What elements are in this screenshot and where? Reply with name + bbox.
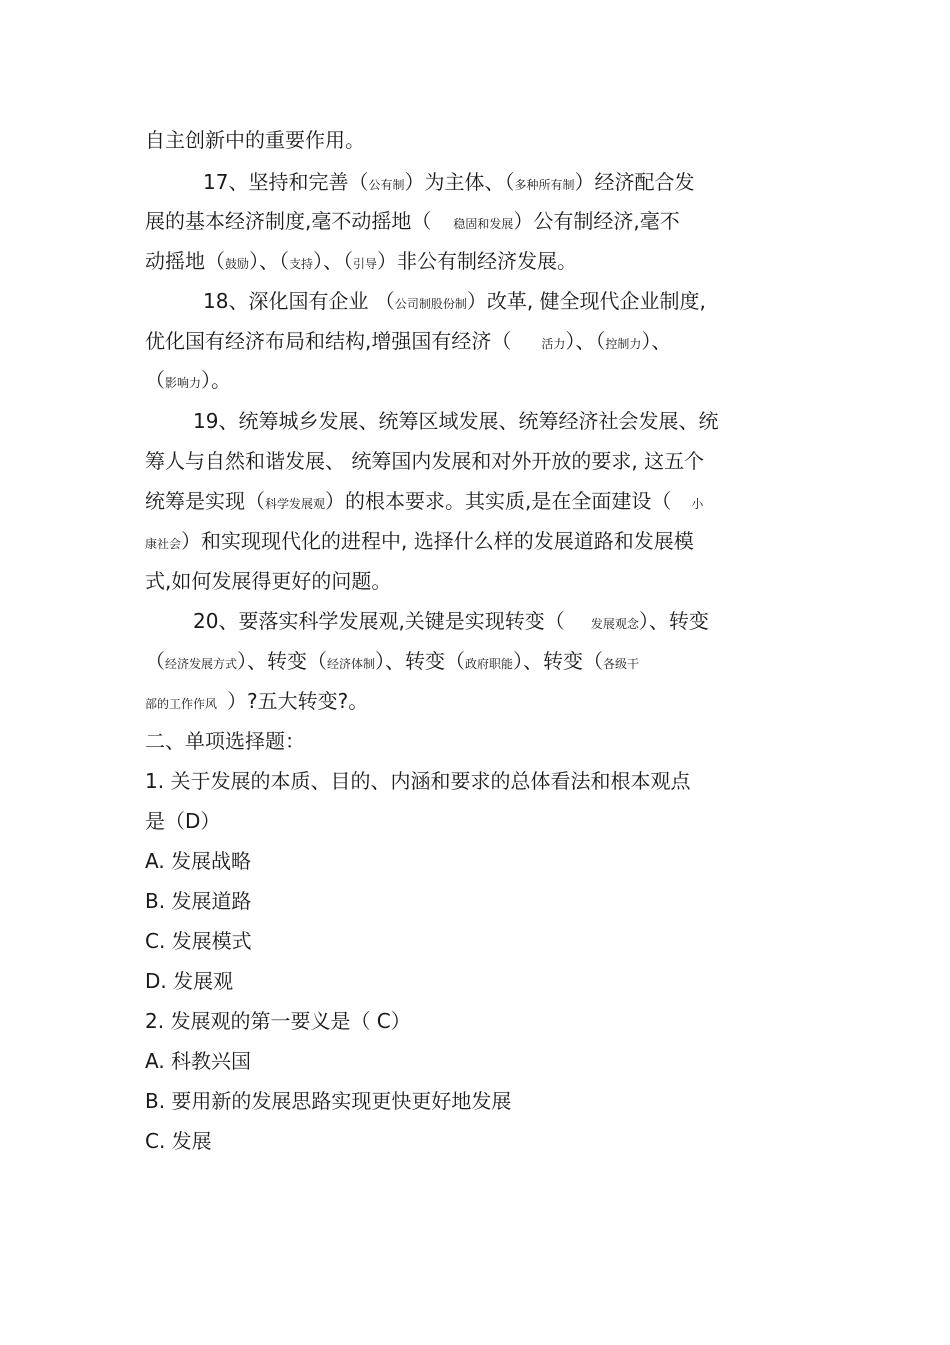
q18-text: ）、（ xyxy=(565,329,606,353)
q17-answer-4: 鼓励 xyxy=(225,257,250,271)
q17-answer-1: 公有制 xyxy=(368,178,405,192)
q20-line-2 xyxy=(145,649,639,676)
q20-text: ）、转变 xyxy=(638,609,709,633)
q20-text: ）、转变（ xyxy=(513,649,604,673)
q18-text: ）改革, 健全现代企业制度, xyxy=(466,289,706,313)
q18-answer-3: 控制力 xyxy=(605,337,642,351)
mc2-option-b: B. 要用新的发展思路实现更快更好地发展 xyxy=(145,1089,512,1113)
q20-text: （ xyxy=(145,649,165,673)
q20-answer-2: 经济发展方式 xyxy=(165,657,238,671)
q18-answer-4: 影响力 xyxy=(165,376,202,390)
q19-answer-1: 科学发展观 xyxy=(265,497,326,511)
q18-line-1 xyxy=(203,289,706,316)
q17-text: 展的基本经济制度,毫不动摇地（ xyxy=(145,209,432,233)
mc1-option-b: B. 发展道路 xyxy=(145,889,252,913)
q18-text: ）。 xyxy=(201,368,232,392)
mc1-stem: 1. 关于发展的本质、目的、内涵和要求的总体看法和根本观点 xyxy=(145,769,691,793)
q19-line-1: 19、统筹城乡发展、统筹区域发展、统筹经济社会发展、统 xyxy=(193,409,719,433)
mc2-option-c: C. 发展 xyxy=(145,1129,212,1153)
mc2-stem: 2. 发展观的第一要义是（ C） xyxy=(145,1009,411,1033)
q19-line-3 xyxy=(145,489,703,516)
q20-answer-5-cont: 部的工作作风 xyxy=(145,697,218,711)
q18-text: ）、 xyxy=(641,329,672,353)
q20-text: ）、转变（ xyxy=(375,649,466,673)
q17-text: 17、坚持和完善（ xyxy=(203,170,369,194)
q17-line-3 xyxy=(145,249,577,276)
q18-text: （ xyxy=(145,368,165,392)
q19-answer-2: 小 xyxy=(691,497,704,511)
paragraph-line: 自主创新中的重要作用。 xyxy=(145,128,365,152)
q17-text: ）为主体、（ xyxy=(404,170,515,194)
q20-text: ）?五大转变?。 xyxy=(227,689,369,713)
q20-answer-1: 发展观念 xyxy=(590,617,639,631)
q19-text: ）和实现现代化的进程中, 选择什么样的发展道路和发展模 xyxy=(181,529,694,553)
q19-line-5: 式,如何发展得更好的问题。 xyxy=(145,569,392,593)
q20-line-1 xyxy=(193,609,709,636)
q17-answer-5: 支持 xyxy=(289,257,314,271)
q20-text: ）、转变（ xyxy=(237,649,328,673)
q17-text: ）公有制经济,毫不 xyxy=(513,209,680,233)
q17-text: ）、（ xyxy=(313,249,354,273)
q17-text: ）、（ xyxy=(249,249,290,273)
mc1-option-c: C. 发展模式 xyxy=(145,929,252,953)
mc2-option-a: A. 科教兴国 xyxy=(145,1049,252,1073)
mc1-option-d: D. 发展观 xyxy=(145,969,234,993)
q20-answer-3: 经济体制 xyxy=(327,657,376,671)
q17-answer-6: 引导 xyxy=(353,257,378,271)
q18-answer-1: 公司制股份制 xyxy=(394,297,467,311)
q18-answer-2: 活力 xyxy=(541,337,566,351)
q20-line-3 xyxy=(145,689,368,716)
q18-line-2 xyxy=(145,329,671,356)
q19-line-2: 筹人与自然和谐发展、 统筹国内发展和对外开放的要求, 这五个 xyxy=(145,449,705,473)
q18-line-3 xyxy=(145,368,231,395)
section-title: 二、单项选择题： xyxy=(145,729,305,753)
q19-text: 统筹是实现（ xyxy=(145,489,265,513)
q20-answer-4: 政府职能 xyxy=(465,657,514,671)
q19-text: ）的根本要求。其实质,是在全面建设（ xyxy=(325,489,672,513)
q17-answer-3: 稳固和发展 xyxy=(453,217,514,231)
q17-line-2 xyxy=(145,209,680,236)
q19-answer-2-cont: 康社会 xyxy=(145,537,182,551)
q20-text: 20、要落实科学发展观,关键是实现转变（ xyxy=(193,609,565,633)
q17-answer-2: 多种所有制 xyxy=(514,178,575,192)
q17-line-1 xyxy=(203,170,694,197)
q19-line-4 xyxy=(145,529,694,556)
q18-text: 18、深化国有企业 （ xyxy=(203,289,395,313)
q17-text: ）经济配合发 xyxy=(574,170,695,194)
q18-text: 优化国有经济布局和结构,增强国有经济（ xyxy=(145,329,512,353)
q17-text: ）非公有制经济发展。 xyxy=(377,249,578,273)
q17-text: 动摇地（ xyxy=(145,249,225,273)
mc1-option-a: A. 发展战略 xyxy=(145,849,252,873)
q20-answer-5: 各级干 xyxy=(603,657,640,671)
mc1-stem: 是（D） xyxy=(145,809,221,833)
